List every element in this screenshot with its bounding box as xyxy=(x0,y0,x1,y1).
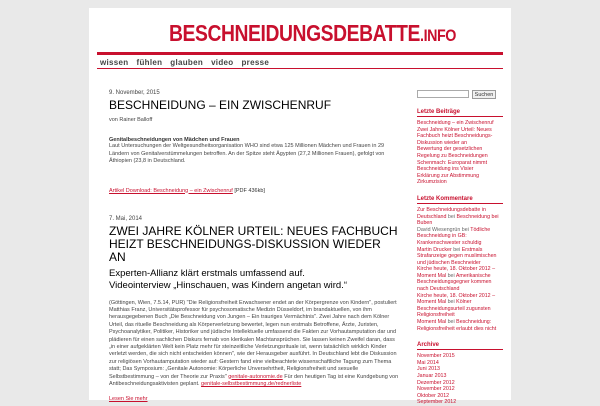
download-size: [PDF 436kb] xyxy=(232,187,265,194)
post-date: 7. Mai, 2014 xyxy=(109,215,143,222)
nav-list xyxy=(97,55,503,67)
nav-item-fuehlen[interactable]: fühlen xyxy=(136,58,163,67)
recent-post-link[interactable]: Schenmach: Europarat nimmt Beschneidung ins Visier xyxy=(417,159,488,173)
comment-target-link[interactable]: Tödliche Beschneidung in GB: Krankenschwester schuldig xyxy=(417,226,491,246)
comment-connector: bei xyxy=(446,319,457,326)
search-form xyxy=(417,90,503,99)
post-body xyxy=(109,300,399,389)
comment-author-link[interactable]: Moment Mal xyxy=(417,319,447,326)
archive-link[interactable]: September 2012 xyxy=(417,399,457,406)
post-title[interactable]: BESCHNEIDUNG – EIN ZWISCHENRUF xyxy=(109,98,332,112)
post-date: 9. November, 2015 xyxy=(109,90,160,96)
recent-posts-title: Letzte Beiträge xyxy=(417,109,503,117)
recent-posts-widget xyxy=(417,109,503,186)
comment-target-link[interactable]: Erstmals Strafanzeige gegen muslimischen und jüdischen Beschneider xyxy=(417,246,497,266)
site-title-logo[interactable] xyxy=(169,20,456,47)
archive-link[interactable]: November 2012 xyxy=(417,386,455,393)
archive-link[interactable]: Mai 2014 xyxy=(417,359,439,366)
recent-comment-item xyxy=(417,293,503,319)
comment-author-link[interactable]: Kirche heute, 18. Oktober 2012 – Moment Mal xyxy=(417,266,496,279)
recent-posts-list xyxy=(417,120,503,186)
archive-list xyxy=(417,353,503,406)
recent-comment-item xyxy=(417,247,503,267)
post-1 xyxy=(109,90,399,194)
nav-item-glauben[interactable]: glauben xyxy=(170,58,204,67)
site-title-tld: .INFO xyxy=(420,26,457,45)
comment-connector: bei xyxy=(446,299,457,306)
nav-item-wissen[interactable]: wissen xyxy=(100,58,129,67)
nav-item-video[interactable]: video xyxy=(211,58,234,67)
recent-post-link[interactable]: Bewertung der gesetzlichen Regelung zu Beschneidungen xyxy=(417,146,488,159)
comment-source-link[interactable]: Zur Beschneidungsdebatte in Deutschland xyxy=(417,206,486,220)
recent-comment-item xyxy=(417,266,503,292)
body-link-genitale-autonomie[interactable]: genitale-autonomie.de xyxy=(228,373,283,380)
post-paragraph: Laut Untersuchungen der Weltgesundheitsorganisation WHO sind etwa 125 Millionen Mädchen und Frauen in 29 Ländern von Genitalverstümmelungen betroffen. An der Spitze steht Ägypten (27,2 Millionen Frauen), gefolgt von Äthiopien (23,8 in Deutschland. xyxy=(109,143,385,164)
comment-target-link[interactable]: Amerikanische Beschneidungsgegner kommen nach Deutschland xyxy=(417,272,492,293)
recent-comment-item xyxy=(417,319,503,332)
recent-comments-widget xyxy=(417,196,503,332)
nav-item-presse[interactable]: presse xyxy=(241,58,270,67)
download-link[interactable]: Artikel Download: Beschneidung – ein Zwischenruf xyxy=(109,187,233,194)
comment-connector: bei xyxy=(460,226,471,233)
comment-author: David Wiesengrün xyxy=(417,226,461,233)
post-author: von Rainer Balloff xyxy=(109,117,153,123)
recent-comment-item xyxy=(417,227,503,247)
post-subtitle-line-2: Videointerview „Hinschauen, was Kindern angetan wird.“ xyxy=(109,279,347,291)
archive-link[interactable]: Juni 2013 xyxy=(417,366,440,373)
comment-target-link[interactable]: Kölner Beschneidungsurteil zugunsten Religionsfreiheit xyxy=(417,299,491,319)
download-line xyxy=(109,188,399,194)
recent-comment-item xyxy=(417,207,503,227)
comment-target-link[interactable]: Beschneidung bei Buben xyxy=(417,213,499,227)
post-body-text: (Göttingen, Wien, 7.5.14, PUR) "Die Religionsfreiheit Erwachsener endet an der Körpergrenze von Kindern", postuliert Matthias Franz, Universitätsprofessor für psychosomatische Medizin Düsseldorf, im brandaktuellen, von ihm herausgegebenen Buch „Die Beschneidung von Jungen – Ein trauriges Vermächtnis". Zwei Jahre nach dem Kölner Urteil, das rituelle Beschneidung als Körperverletzung bewertet, legen nun erstmals Betroffene, Ärzte, Juristen, Psychoanalytiker, Politiker, Historiker und jüdische Intellektuelle umfassend die Fakten zur Vorhautamputation dar und plädieren für einen sachlichen Diskurs fernab von klerikalen Machtansprüchen. Sie lassen keinen Zweifel daran, dass „in einer aufgeklärten Welt kein Platz mehr für steinzeitliche Verletzungsrituale ist, wenn tatsächlich wirklich Kinder verletzt werden, die sich nicht entscheiden können", wie der Herausgeber ausführt. In Deutschland lebt die Diskussion zur religiösen Vorhautamputation wieder auf: Gestern fand eine vielbeachtete wissenschaftliche Tagung zum Thema statt; Das Symposium: „Genitale Autonomie: Körperliche Unversehrtheit, Religionsfreiheit und sexuelle Selbstbestimmung – von der Theorie zur Praxis" xyxy=(109,299,397,380)
post-2 xyxy=(109,216,399,403)
main-navigation xyxy=(97,52,503,69)
sidebar xyxy=(417,90,503,406)
archive-link[interactable]: Dezember 2012 xyxy=(417,379,455,386)
read-more-link[interactable]: Lesen Sie mehr xyxy=(109,396,148,403)
comment-connector: bei xyxy=(446,272,456,279)
main-content xyxy=(109,90,399,402)
comment-author-link[interactable]: Martin Drucker xyxy=(417,246,452,253)
site-title-main: BESCHNEIDUNGSDEBATTE xyxy=(169,20,421,46)
body-link-rednerliste[interactable]: genitale-selbstbestimmung.de/rednerliste xyxy=(201,380,302,387)
archive-title: Archive xyxy=(417,342,503,350)
post-subtitle xyxy=(109,268,399,292)
section-heading: Genitalbeschneidungen von Mädchen und Frauen xyxy=(109,137,240,143)
comment-target-link[interactable]: Beschneidung: Religionsfreiheit erlaubt dies nicht xyxy=(417,319,497,332)
post-body-text-2: Für den heutigen Tag ist eine Kundgebung von Antibeschneidungsaktivisten geplant. xyxy=(109,373,399,387)
recent-post-link[interactable]: Beschneidung – ein Zwischenruf xyxy=(417,120,494,126)
content-page xyxy=(89,8,511,406)
comment-connector: bei xyxy=(451,246,462,253)
recent-comments-list xyxy=(417,207,503,332)
post-subtitle-line-1: Experten-Allianz klärt erstmals umfassend auf. xyxy=(109,267,305,279)
recent-post-link[interactable]: Erklärung zur Abstimmung Zirkumzision xyxy=(417,172,480,186)
search-input[interactable] xyxy=(417,90,469,98)
recent-post-link[interactable]: Zwei Jahre Kölner Urteil: Neues Fachbuch heizt Beschneidungs-Diskussion wieder an xyxy=(417,126,493,146)
comment-author-link[interactable]: Kirche heute, 18. Oktober 2012 – Moment Mal xyxy=(417,292,496,306)
archive-link[interactable]: Januar 2013 xyxy=(417,373,447,379)
recent-comments-title: Letzte Kommentare xyxy=(417,196,503,204)
archive-widget xyxy=(417,342,503,406)
post-title[interactable]: ZWEI JAHRE KÖLNER URTEIL: NEUES FACHBUCH HEIZT BESCHNEIDUNGS-DISKUSSION WIEDER AN xyxy=(109,223,398,264)
archive-link[interactable]: Oktober 2012 xyxy=(417,392,450,399)
comment-connector: bei xyxy=(446,213,457,220)
archive-link[interactable]: November 2015 xyxy=(417,353,455,360)
search-button[interactable]: Suchen xyxy=(472,90,496,99)
